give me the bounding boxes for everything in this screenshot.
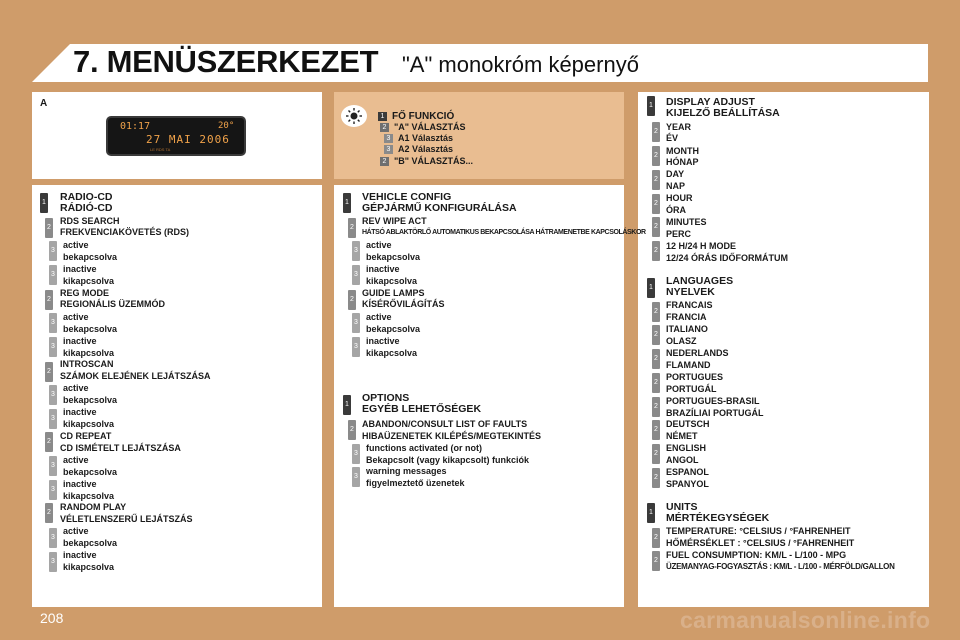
menu-item: DAY — [666, 169, 685, 179]
menu-option: functions activated (or not) — [366, 443, 483, 453]
menu-option-hu: Bekapcsolt (vagy kikapcsolt) funkciók — [366, 455, 530, 465]
menu-item: ESPANOL — [666, 467, 709, 477]
menu-item-hu: ÓRA — [666, 205, 686, 215]
menu-item-hu: HÓNAP — [666, 157, 699, 167]
menu-item: CD REPEAT — [60, 431, 112, 441]
level-2-badge: 2 — [652, 146, 660, 166]
radio-title-hu: RÁDIÓ-CD — [60, 202, 113, 214]
menu-item: RDS SEARCH — [60, 216, 120, 226]
level-1-badge: 1 — [343, 193, 351, 213]
menu-item: NEDERLANDS — [666, 348, 729, 358]
menu-item: TEMPERATURE: °CELSIUS / °FAHRENHEIT — [666, 526, 851, 536]
menu-item-hu: OLASZ — [666, 336, 697, 346]
menu-item-hu: SZÁMOK ELEJÉNEK LEJÁTSZÁSA — [60, 371, 211, 381]
languages-title: LANGUAGES — [666, 275, 734, 287]
menu-item-hu: NÉMET — [666, 431, 698, 441]
level-3-badge: 3 — [49, 313, 57, 333]
level-1-badge: 1 — [647, 278, 655, 298]
menu-item-hu: CD ISMÉTELT LEJÁTSZÁSA — [60, 443, 181, 453]
level-2-badge: 2 — [652, 170, 660, 190]
menu-option-hu: bekapcsolva — [63, 467, 118, 477]
lcd-temperature: 20° — [218, 121, 235, 131]
level-2-badge: 2 — [348, 290, 356, 310]
level-2-badge: 2 — [45, 503, 53, 523]
display-title-hu: KIJELZŐ BEÁLLÍTÁSA — [666, 107, 780, 119]
vehicle-title-hu: GÉPJÁRMŰ KONFIGURÁLÁSA — [362, 202, 517, 214]
menu-item: ABANDON/CONSULT LIST OF FAULTS — [362, 419, 528, 429]
function-item: A1 Választás — [398, 133, 454, 143]
menu-option-hu: bekapcsolva — [63, 538, 118, 548]
menu-item: INTROSCAN — [60, 359, 114, 369]
menu-option-hu: kikapcsolva — [366, 348, 418, 358]
menu-item: RANDOM PLAY — [60, 502, 127, 512]
level-3-badge: 3 — [49, 409, 57, 429]
level-2-badge: 2 — [652, 373, 660, 393]
level-3-badge: 3 — [49, 385, 57, 405]
level-2-badge: 2 — [652, 420, 660, 440]
menu-item: 12 H/24 H MODE — [666, 241, 737, 251]
menu-option-hu: kikapcsolva — [63, 276, 115, 286]
lcd-indicators: LE RDS TA — [150, 147, 171, 152]
level-2-badge: 2 — [652, 325, 660, 345]
level-2-badge: 2 — [652, 349, 660, 369]
languages-title-hu: NYELVEK — [666, 286, 715, 298]
level-2-badge: 2 — [45, 218, 53, 238]
level-1-marker: 1 — [378, 112, 387, 121]
menu-item-hu: PERC — [666, 229, 692, 239]
menu-option-hu: bekapcsolva — [366, 252, 421, 262]
level-2-badge: 2 — [652, 194, 660, 214]
level-2-badge: 2 — [652, 302, 660, 322]
menu-option: active — [63, 240, 89, 250]
level-3-badge: 3 — [352, 241, 360, 261]
menu-option: active — [63, 526, 89, 536]
menu-option-hu: bekapcsolva — [366, 324, 421, 334]
menu-item-hu: 12/24 ÓRÁS IDŐFORMÁTUM — [666, 253, 789, 263]
menu-item: GUIDE LAMPS — [362, 288, 425, 298]
menu-option-hu: kikapcsolva — [63, 491, 115, 501]
function-legend-panel — [334, 92, 624, 179]
function-item: "A" VÁLASZTÁS — [394, 122, 466, 132]
page-number: 208 — [40, 610, 64, 626]
units-title: UNITS — [666, 501, 698, 513]
level-1-badge: 1 — [343, 395, 351, 415]
menu-item: YEAR — [666, 122, 692, 132]
menu-item: MONTH — [666, 146, 699, 156]
level-3-badge: 3 — [49, 265, 57, 285]
menu-item: PORTUGUES-BRASIL — [666, 396, 760, 406]
level-2-badge: 2 — [652, 468, 660, 488]
level-3-badge: 3 — [49, 337, 57, 357]
menu-item: REG MODE — [60, 288, 110, 298]
menu-option: inactive — [63, 479, 97, 489]
menu-item-hu: FLAMAND — [666, 360, 711, 370]
radio-title: RADIO-CD — [60, 191, 113, 203]
menu-item-hu: ÜZEMANYAG-FOGYASZTÁS : KM/L - L/100 - MÉRFÖLD/GALLON — [666, 562, 895, 571]
menu-item-hu: HIBAÜZENETEK KILÉPÉS/MEGTEKINTÉS — [362, 431, 542, 441]
level-3-badge: 3 — [352, 337, 360, 357]
menu-item-hu: SPANYOL — [666, 479, 709, 489]
menu-item-hu: FREKVENCIAKÖVETÉS (RDS) — [60, 227, 190, 237]
menu-item-hu: FRANCIA — [666, 312, 707, 322]
menu-option: active — [366, 312, 392, 322]
level-2-badge: 2 — [45, 362, 53, 382]
menu-option: inactive — [63, 336, 97, 346]
menu-item-hu: NAP — [666, 181, 686, 191]
level-3-badge: 3 — [49, 552, 57, 572]
menu-option: active — [63, 383, 89, 393]
level-2-marker: 2 — [380, 157, 389, 166]
level-3-badge: 3 — [49, 241, 57, 261]
menu-item: HOUR — [666, 193, 693, 203]
options-title: OPTIONS — [362, 392, 410, 404]
lcd-time: 01:17 — [120, 121, 151, 132]
menu-option: active — [366, 240, 392, 250]
display-title: DISPLAY ADJUST — [666, 96, 755, 108]
level-2-badge: 2 — [348, 218, 356, 238]
menu-option: active — [63, 312, 89, 322]
function-item: A2 Választás — [398, 144, 454, 154]
level-3-badge: 3 — [49, 480, 57, 500]
level-2-badge: 2 — [348, 420, 356, 440]
vehicle-title: VEHICLE CONFIG — [362, 191, 452, 203]
menu-item: FRANCAIS — [666, 300, 713, 310]
level-2-badge: 2 — [652, 528, 660, 548]
menu-item-hu: KÍSÉRŐVILÁGÍTÁS — [362, 299, 445, 309]
menu-option: active — [63, 455, 89, 465]
options-title-hu: EGYÉB LEHETŐSÉGEK — [362, 403, 482, 415]
menu-option: inactive — [63, 407, 97, 417]
level-3-badge: 3 — [352, 265, 360, 285]
menu-option: inactive — [366, 264, 400, 274]
level-2-badge: 2 — [652, 122, 660, 142]
menu-item-hu: REGIONÁLIS ÜZEMMÓD — [60, 299, 165, 309]
units-title-hu: MÉRTÉKEGYSÉGEK — [666, 512, 770, 524]
page-subtitle: "A" monokróm képernyő — [402, 52, 639, 77]
menu-item-hu: HŐMÉRSÉKLET : °CELSIUS / °FAHRENHEIT — [666, 538, 855, 548]
menu-option: warning messages — [366, 466, 447, 476]
level-2-badge: 2 — [45, 290, 53, 310]
function-title: FŐ FUNKCIÓ — [392, 111, 455, 122]
menu-option-hu: kikapcsolva — [63, 419, 115, 429]
menu-option: inactive — [63, 550, 97, 560]
function-item: "B" VÁLASZTÁS... — [394, 156, 474, 166]
lcd-date: 27 MAI 2006 — [146, 133, 230, 146]
menu-item: FUEL CONSUMPTION: KM/L - L/100 - MPG — [666, 550, 847, 560]
level-1-badge: 1 — [647, 96, 655, 116]
level-3-badge: 3 — [49, 456, 57, 476]
level-3-badge: 3 — [352, 313, 360, 333]
menu-item-hu: HÁTSÓ ABLAKTÖRLŐ AUTOMATIKUS BEKAPCSOLÁSA HÁTRAMENETBE KAPCSOLÁSKOR — [362, 229, 646, 236]
menu-item-hu: VÉLETLENSZERŰ LEJÁTSZÁS — [60, 514, 193, 524]
level-1-badge: 1 — [647, 503, 655, 523]
menu-option-hu: bekapcsolva — [63, 395, 118, 405]
menu-item-hu: BRAZÍLIAI PORTUGÁL — [666, 408, 764, 418]
level-2-badge: 2 — [652, 444, 660, 464]
level-2-badge: 2 — [45, 432, 53, 452]
watermark: carmanualsonline.info — [680, 607, 931, 633]
level-3-badge: 3 — [352, 467, 360, 487]
menu-option-hu: bekapcsolva — [63, 324, 118, 334]
menu-item-hu: ANGOL — [666, 455, 699, 465]
menu-option-hu: figyelmeztető üzenetek — [366, 478, 465, 488]
menu-item: DEUTSCH — [666, 419, 710, 429]
menu-item: ITALIANO — [666, 324, 708, 334]
level-2-badge: 2 — [652, 551, 660, 571]
menu-item: REV WIPE ACT — [362, 216, 427, 226]
menu-option: inactive — [366, 336, 400, 346]
page-title: 7. MENÜSZERKEZET — [73, 44, 379, 79]
level-3-marker: 3 — [384, 145, 393, 154]
menu-item-hu: ÉV — [666, 133, 679, 143]
menu-item: ENGLISH — [666, 443, 707, 453]
level-2-badge: 2 — [652, 397, 660, 417]
level-1-badge: 1 — [40, 193, 48, 213]
level-3-marker: 3 — [384, 134, 393, 143]
menu-item: PORTUGUES — [666, 372, 724, 382]
menu-option-hu: kikapcsolva — [366, 276, 418, 286]
level-2-marker: 2 — [380, 123, 389, 132]
level-2-badge: 2 — [652, 241, 660, 261]
sun-icon — [340, 104, 368, 128]
menu-item-hu: PORTUGÁL — [666, 384, 717, 394]
menu-option-hu: bekapcsolva — [63, 252, 118, 262]
menu-option: inactive — [63, 264, 97, 274]
menu-option-hu: kikapcsolva — [63, 348, 115, 358]
level-2-badge: 2 — [652, 217, 660, 237]
level-3-badge: 3 — [352, 444, 360, 464]
level-3-badge: 3 — [49, 528, 57, 548]
screen-label: A — [40, 98, 48, 109]
menu-option-hu: kikapcsolva — [63, 562, 115, 572]
menu-item: MINUTES — [666, 217, 707, 227]
